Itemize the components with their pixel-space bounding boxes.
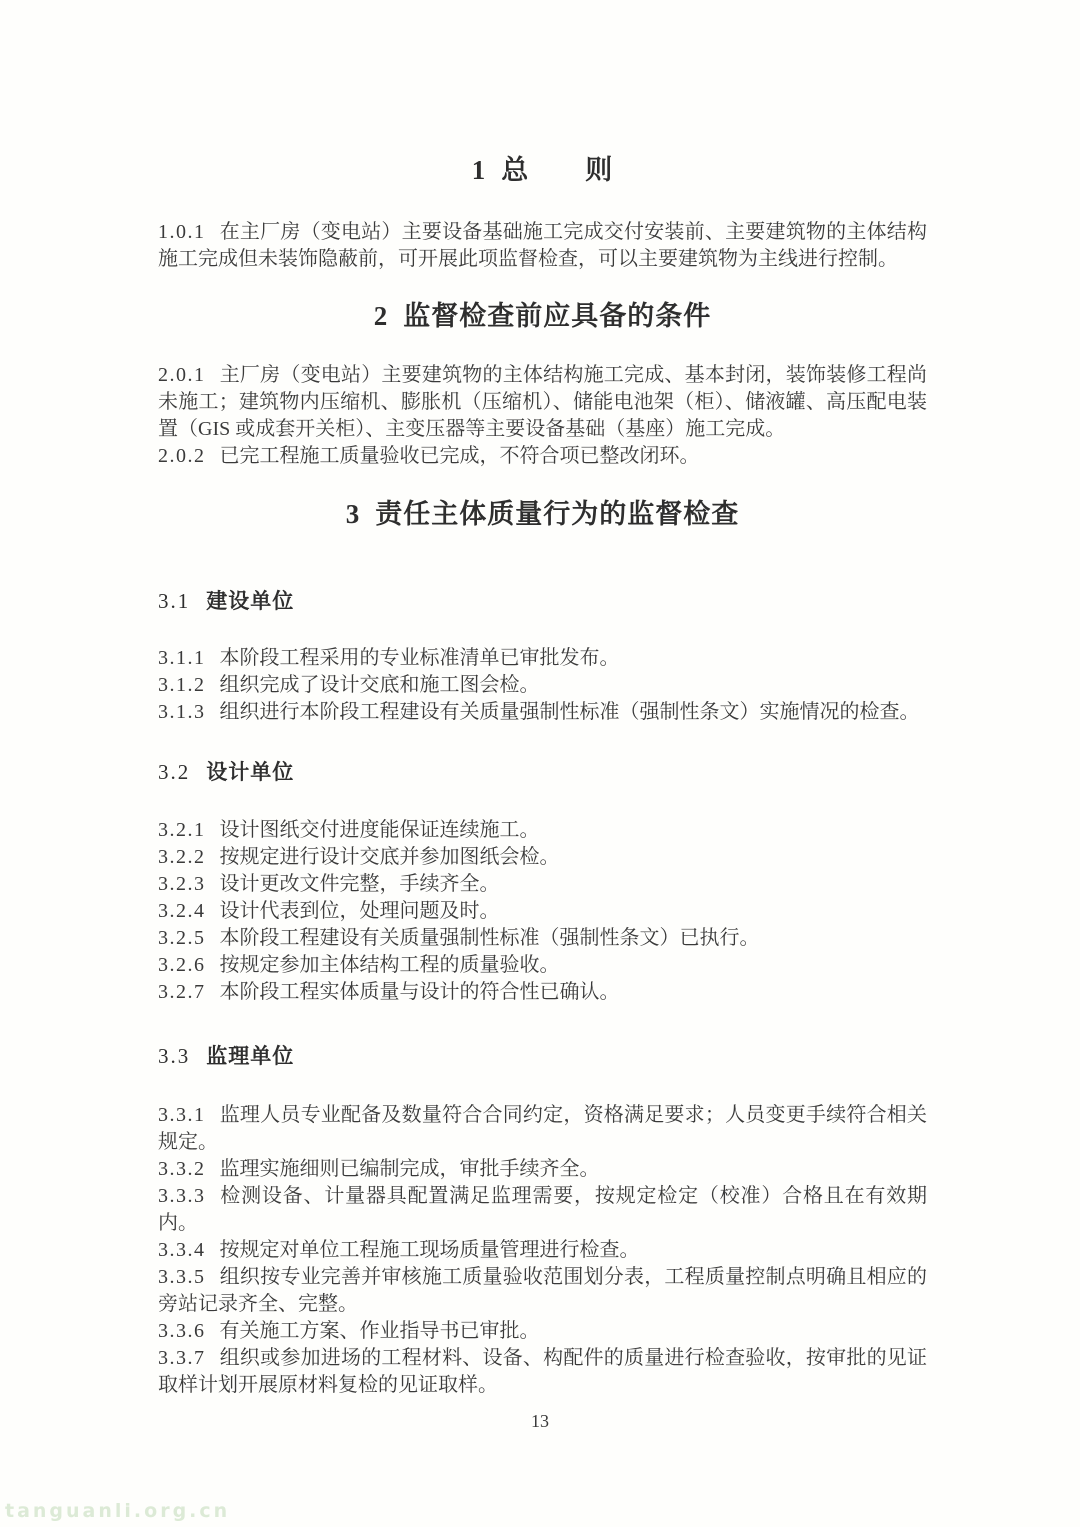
chapter-1-title-text: 总 则 (501, 155, 614, 185)
section-number: 3.1 (158, 589, 191, 613)
section-3-1-heading (158, 589, 927, 614)
section-3-2-heading (158, 760, 927, 785)
clause-3-3-7 (158, 1345, 927, 1399)
clause-text: 按规定进行设计交底并参加图纸会检。 (219, 846, 560, 868)
clause-number: 3.2.6 (158, 954, 206, 976)
clause-number: 3.2.2 (158, 846, 206, 868)
section-label: 建设单位 (206, 590, 295, 613)
watermark-text: tanguanli.org.cn (5, 1500, 231, 1522)
clause-3-2-4 (158, 898, 927, 925)
clause-text: 按规定对单位工程施工现场质量管理进行检查。 (219, 1239, 640, 1261)
clause-number: 3.2.4 (158, 900, 206, 922)
clause-number: 3.3.6 (158, 1320, 206, 1342)
clause-3-2-2 (158, 844, 927, 871)
clause-3-1-2 (158, 672, 927, 699)
chapter-3-title (158, 499, 927, 529)
clause-number: 3.1.2 (158, 674, 206, 696)
clause-text: 监理人员专业配备及数量符合合同约定，资格满足要求；人员变更手续符合相关规定。 (158, 1104, 927, 1153)
clause-3-3-5 (158, 1264, 927, 1318)
clause-number: 3.1.3 (158, 701, 206, 723)
clause-text: 检测设备、计量器具配置满足监理需要，按规定检定（校准）合格且在有效期内。 (158, 1185, 927, 1234)
clause-3-1-3 (158, 699, 927, 726)
clause-number: 1.0.1 (158, 221, 206, 243)
chapter-2-title-text: 监督检查前应具备的条件 (403, 301, 712, 331)
clause-number: 3.3.1 (158, 1104, 206, 1126)
clause-3-3-1 (158, 1102, 927, 1156)
clause-3-2-7 (158, 979, 927, 1006)
clause-number: 3.2.1 (158, 819, 206, 841)
clause-number: 2.0.2 (158, 445, 206, 467)
clause-text: 设计图纸交付进度能保证连续施工。 (219, 819, 540, 841)
clause-number: 3.2.7 (158, 981, 206, 1003)
clause-2-0-1 (158, 362, 927, 443)
clause-text: 设计代表到位，处理问题及时。 (219, 900, 500, 922)
clause-text: 主厂房（变电站）主要建筑物的主体结构施工完成、基本封闭，装饰装修工程尚未施工；建筑物内压缩机、膨胀机（压缩机）、储能电池架（柜）、储液罐、高压配电装置（GIS 或成套开关柜）、主变压器等主要设备基础（基座）施工完成。 (158, 364, 927, 440)
clause-3-3-6 (158, 1318, 927, 1345)
section-number: 3.3 (158, 1044, 191, 1068)
clause-text: 组织按专业完善并审核施工质量验收范围划分表，工程质量控制点明确且相应的旁站记录齐全、完整。 (158, 1266, 927, 1315)
section-3-3-heading (158, 1044, 927, 1069)
clause-3-2-5 (158, 925, 927, 952)
clause-number: 3.3.4 (158, 1239, 206, 1261)
clause-3-2-3 (158, 871, 927, 898)
section-label: 监理单位 (206, 1045, 295, 1068)
clause-number: 3.2.5 (158, 927, 206, 949)
chapter-1-number: 1 (471, 155, 486, 185)
clause-text: 本阶段工程实体质量与设计的符合性已确认。 (219, 981, 620, 1003)
clause-number: 2.0.1 (158, 364, 206, 386)
chapter-1-title (158, 155, 927, 185)
clause-3-2-1 (158, 817, 927, 844)
clause-number: 3.3.2 (158, 1158, 206, 1180)
section-number: 3.2 (158, 760, 191, 784)
clause-text: 组织进行本阶段工程建设有关质量强制性标准（强制性条文）实施情况的检查。 (219, 701, 920, 723)
clause-3-1-1 (158, 645, 927, 672)
clause-1-0-1 (158, 219, 927, 273)
clause-text: 按规定参加主体结构工程的质量验收。 (219, 954, 560, 976)
clause-3-3-3 (158, 1183, 927, 1237)
clause-text: 设计更改文件完整，手续齐全。 (219, 873, 500, 895)
chapter-3-title-text: 责任主体质量行为的监督检查 (375, 499, 740, 529)
chapter-2-title (158, 301, 927, 331)
chapter-3-number: 3 (345, 499, 360, 529)
clause-text: 本阶段工程采用的专业标准清单已审批发布。 (219, 647, 620, 669)
clause-number: 3.3.7 (158, 1347, 206, 1369)
document-content (0, 155, 1080, 1399)
clause-text: 有关施工方案、作业指导书已审批。 (219, 1320, 540, 1342)
page-number: 13 (531, 1411, 549, 1431)
clause-3-3-4 (158, 1237, 927, 1264)
clause-number: 3.1.1 (158, 647, 206, 669)
clause-3-3-2 (158, 1156, 927, 1183)
clause-text: 已完工程施工质量验收已完成，不符合项已整改闭环。 (219, 445, 700, 467)
clause-text: 组织完成了设计交底和施工图会检。 (219, 674, 540, 696)
clause-number: 3.3.3 (158, 1185, 206, 1207)
section-label: 设计单位 (206, 761, 295, 784)
clause-number: 3.2.3 (158, 873, 206, 895)
chapter-2-number: 2 (373, 301, 388, 331)
clause-text: 组织或参加进场的工程材料、设备、构配件的质量进行检查验收，按审批的见证取样计划开展原材料复检的见证取样。 (158, 1347, 927, 1396)
clause-text: 监理实施细则已编制完成，审批手续齐全。 (219, 1158, 600, 1180)
clause-text: 本阶段工程建设有关质量强制性标准（强制性条文）已执行。 (219, 927, 760, 949)
clause-text: 在主厂房（变电站）主要设备基础施工完成交付安装前、主要建筑物的主体结构施工完成但未装饰隐蔽前，可开展此项监督检查，可以主要建筑物为主线进行控制。 (158, 221, 927, 270)
clause-number: 3.3.5 (158, 1266, 206, 1288)
clause-2-0-2 (158, 443, 927, 470)
clause-3-2-6 (158, 952, 927, 979)
